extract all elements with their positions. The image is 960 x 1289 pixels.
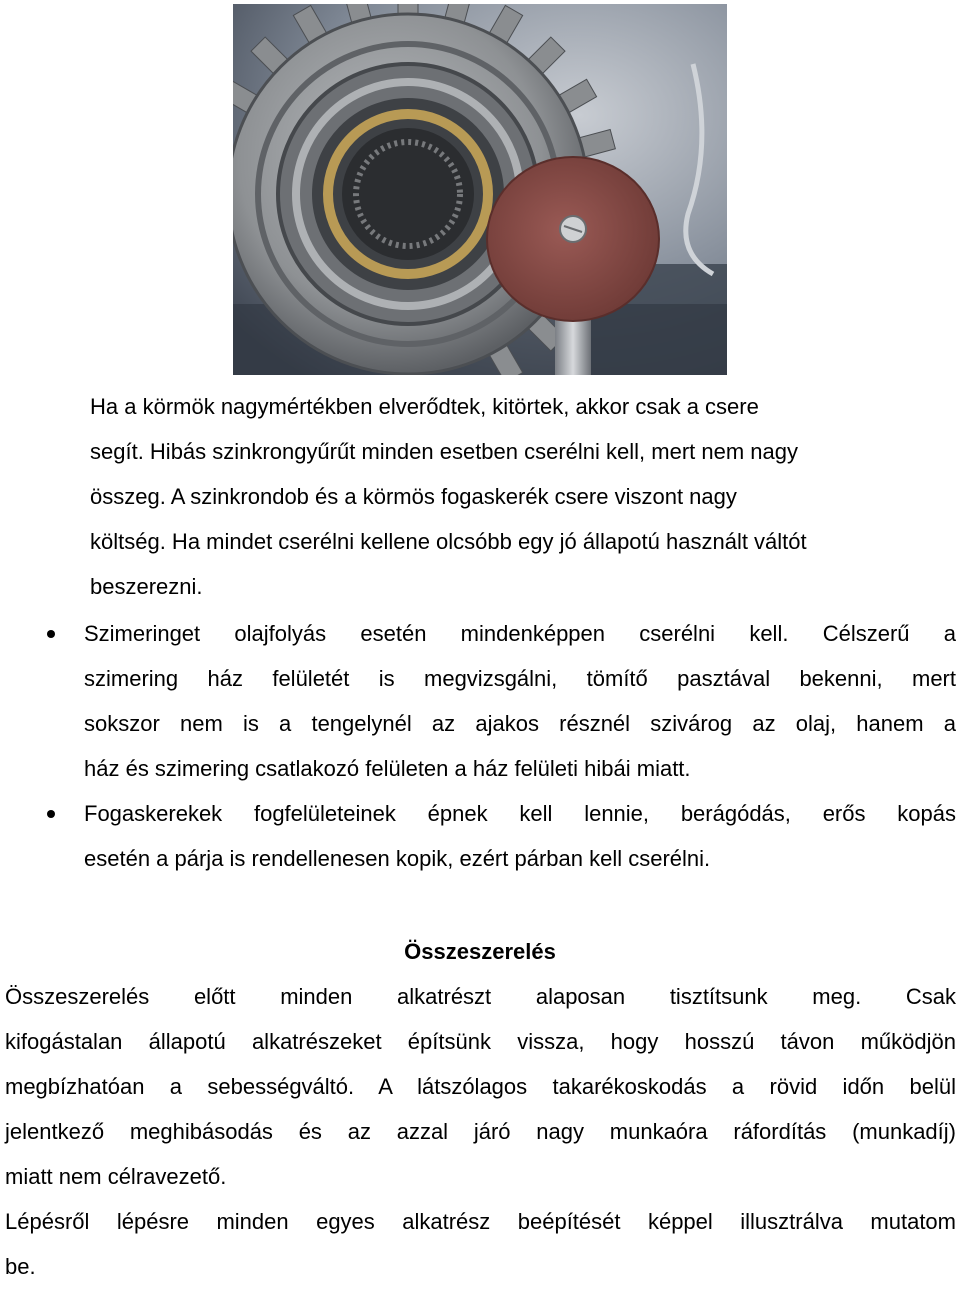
- bullet-item-oil-seal: [0, 611, 960, 791]
- assembly-paragraph: [5, 974, 956, 1289]
- intro-line: beszerezni.: [90, 574, 203, 599]
- intro-line: összeg. A szinkrondob és a körmös fogaskerék csere viszont nagy: [90, 484, 737, 509]
- bullet-line: Szimeringet olajfolyás esetén mindenképpen cserélni kell. Célszerű a: [84, 621, 956, 646]
- intro-line: segít. Hibás szinkrongyűrűt minden esetben cserélni kell, mert nem nagy: [90, 439, 799, 464]
- bullet-icon: [47, 630, 55, 638]
- bullet-line: szimering ház felületét is megvizsgálni, tömítő pasztával bekenni, mert: [84, 666, 956, 691]
- section-title: Összeszerelés: [404, 939, 556, 964]
- body-line: megbízhatóan a sebességváltó. A látszólagos takarékoskodás a rövid időn belül: [5, 1074, 956, 1099]
- intro-paragraph: [90, 384, 950, 609]
- body-line: Összeszerelés előtt minden alkatrészt alaposan tisztítsunk meg. Csak: [5, 984, 956, 1009]
- body-line: Lépésről lépésre minden egyes alkatrész beépítését képpel illusztrálva mutatom: [5, 1209, 956, 1234]
- bullet-line: ház és szimering csatlakozó felületen a ház felületi hibái miatt.: [84, 756, 691, 781]
- body-line: be.: [5, 1254, 36, 1279]
- bullet-list: [0, 611, 960, 881]
- gear-photo-icon: [233, 4, 727, 375]
- body-line: miatt nem célravezető.: [5, 1164, 227, 1189]
- bullet-icon: [47, 810, 55, 818]
- gearbox-photo: [233, 4, 727, 375]
- bullet-line: esetén a párja is rendellenesen kopik, ezért párban kell cserélni.: [84, 846, 711, 871]
- bullet-line: Fogaskerekek fogfelületeinek épnek kell lennie, berágódás, erős kopás: [84, 801, 956, 826]
- body-line: kifogástalan állapotú alkatrészeket építsünk vissza, hogy hosszú távon működjön: [5, 1029, 956, 1054]
- body-line: jelentkező meghibásodás és az azzal járó nagy munkaóra ráfordítás (munkadíj): [5, 1119, 956, 1144]
- bullet-item-gears: [0, 791, 960, 881]
- bullet-line: sokszor nem is a tengelynél az ajakos résznél szivárog az olaj, hanem a: [84, 711, 956, 736]
- intro-line: költség. Ha mindet cserélni kellene olcsóbb egy jó állapotú használt váltót: [90, 529, 807, 554]
- intro-line: Ha a körmök nagymértékben elverődtek, kitörtek, akkor csak a csere: [90, 394, 759, 419]
